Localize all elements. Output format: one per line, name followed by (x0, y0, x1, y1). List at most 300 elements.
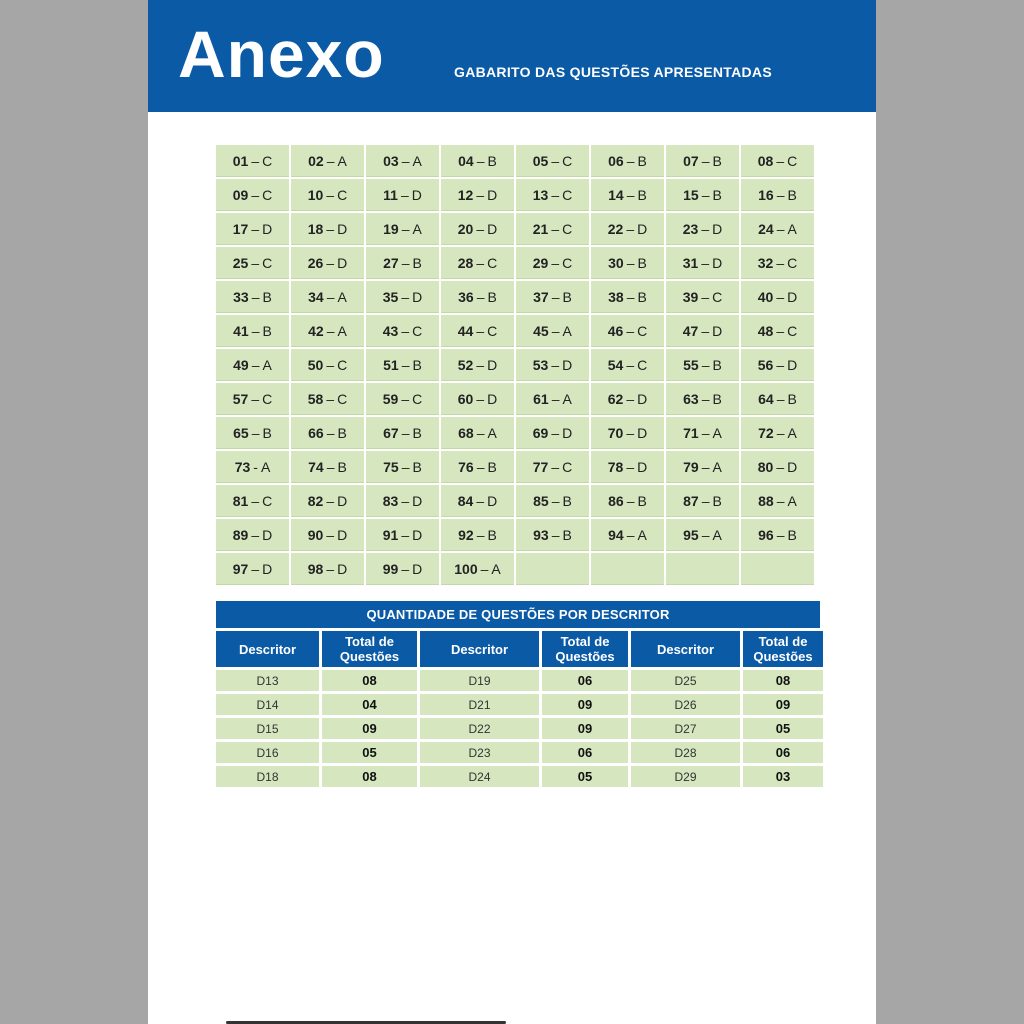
question-number: 66 (308, 424, 324, 441)
answer-letter: D (637, 390, 648, 407)
answer-letter: B (412, 356, 422, 373)
separator: – (251, 356, 260, 373)
total-cell: 09 (322, 718, 417, 739)
separator: – (251, 492, 260, 509)
answer-cell (291, 315, 364, 347)
answer-cell (741, 179, 814, 211)
question-number: 78 (607, 458, 624, 475)
question-number: 96 (758, 526, 774, 543)
answer-letter: B (787, 526, 797, 543)
total-header: Total de Questões (743, 631, 823, 667)
descriptor-cell: D23 (420, 742, 539, 763)
answer-cell (741, 451, 814, 483)
question-number: 98 (307, 560, 324, 577)
separator: – (326, 288, 335, 305)
answer-letter: C (787, 254, 798, 271)
answer-letter: C (562, 186, 573, 203)
question-number: 88 (758, 492, 774, 509)
answer-cell (366, 451, 439, 483)
separator: – (326, 526, 335, 543)
question-number: 03 (383, 152, 399, 169)
answer-cell (591, 145, 664, 177)
answer-cell (591, 383, 664, 415)
question-number: 32 (757, 254, 774, 271)
answer-letter: D (712, 254, 723, 271)
answer-cell (291, 519, 364, 551)
separator: – (326, 492, 335, 509)
separator: – (626, 322, 635, 339)
separator: – (401, 492, 410, 509)
total-cell: 09 (542, 694, 628, 715)
descriptor-header: Descritor (631, 631, 740, 667)
answer-letter: B (637, 186, 647, 203)
answer-letter: D (412, 560, 423, 577)
answer-letter: C (562, 254, 573, 271)
answer-cell (516, 485, 589, 517)
descriptor-table-header (216, 631, 820, 667)
separator: – (401, 526, 410, 543)
answer-letter: B (637, 492, 647, 509)
answer-cell (291, 145, 364, 177)
separator: – (476, 390, 485, 407)
separator: – (551, 356, 560, 373)
answer-cell (291, 485, 364, 517)
separator: – (551, 390, 560, 407)
separator: – (551, 152, 560, 169)
answer-cell (366, 315, 439, 347)
question-number: 67 (383, 424, 399, 441)
answer-letter: C (337, 186, 348, 203)
answer-letter: B (787, 390, 797, 407)
separator: – (251, 152, 260, 169)
separator: – (551, 288, 560, 305)
answer-letter: D (337, 220, 348, 237)
separator: – (626, 458, 635, 475)
answer-letter: B (637, 254, 647, 271)
separator: – (701, 254, 710, 271)
descriptor-header: Descritor (420, 631, 539, 667)
question-number: 31 (682, 254, 699, 271)
separator: – (401, 322, 410, 339)
answer-letter: B (637, 152, 647, 169)
answer-letter: D (787, 356, 798, 373)
answer-cell (366, 281, 439, 313)
answer-cell (666, 247, 739, 279)
answer-letter: A (712, 424, 722, 441)
answer-letter: A (562, 390, 572, 407)
answer-letter: C (412, 322, 423, 339)
answer-letter: B (712, 356, 722, 373)
question-number: 75 (383, 458, 399, 475)
separator: – (401, 390, 410, 407)
empty-cell (741, 553, 814, 585)
question-number: 38 (608, 288, 624, 305)
answer-letter: D (337, 560, 348, 577)
answer-cell (291, 451, 364, 483)
total-cell: 04 (322, 694, 417, 715)
answer-letter: B (487, 458, 497, 475)
separator: – (476, 152, 485, 169)
answer-cell (441, 553, 514, 585)
answer-cell (216, 247, 289, 279)
separator: – (551, 220, 560, 237)
separator: – (401, 560, 410, 577)
answer-letter: B (712, 186, 722, 203)
answer-cell (366, 247, 439, 279)
answer-cell (516, 145, 589, 177)
separator: – (626, 526, 635, 543)
separator: – (326, 220, 335, 237)
answer-cell (516, 179, 589, 211)
answer-cell (291, 247, 364, 279)
separator: – (701, 390, 710, 407)
separator: – (701, 288, 710, 305)
answer-letter: A (337, 152, 347, 169)
question-number: 49 (233, 356, 249, 373)
question-number: 09 (232, 186, 249, 203)
answer-letter: B (487, 152, 497, 169)
answer-cell (516, 451, 589, 483)
answer-letter: D (787, 458, 798, 475)
question-number: 01 (232, 152, 249, 169)
separator: – (326, 424, 335, 441)
answer-letter: D (712, 322, 723, 339)
answer-cell (666, 213, 739, 245)
separator: – (776, 254, 785, 271)
separator: – (326, 390, 335, 407)
answer-cell (216, 179, 289, 211)
separator: – (551, 458, 560, 475)
separator: – (476, 492, 485, 509)
separator: – (776, 220, 785, 237)
answer-cell (291, 417, 364, 449)
question-number: 12 (457, 186, 474, 203)
separator: – (626, 254, 635, 271)
question-number: 13 (532, 186, 549, 203)
answer-cell (366, 417, 439, 449)
question-number: 50 (307, 356, 324, 373)
answer-letter: D (562, 356, 573, 373)
total-cell: 05 (542, 766, 628, 787)
answer-letter: A (260, 458, 271, 475)
separator: – (326, 356, 335, 373)
answer-letter: A (562, 322, 572, 339)
separator: – (701, 458, 710, 475)
descriptor-cell: D18 (216, 766, 319, 787)
answer-letter: B (412, 254, 422, 271)
answer-cell (216, 553, 289, 585)
answer-letter: B (712, 492, 722, 509)
separator: – (401, 356, 410, 373)
question-number: 76 (458, 458, 474, 475)
question-number: 77 (532, 458, 549, 475)
separator: – (701, 186, 710, 203)
total-cell: 09 (743, 694, 823, 715)
answer-cell (741, 145, 814, 177)
question-number: 46 (607, 322, 624, 339)
question-number: 89 (232, 526, 249, 543)
answer-letter: D (787, 288, 798, 305)
separator: – (701, 526, 710, 543)
question-number: 55 (683, 356, 699, 373)
separator: – (401, 220, 410, 237)
separator: – (626, 390, 635, 407)
question-number: 74 (308, 458, 324, 475)
answer-letter: D (562, 424, 573, 441)
question-number: 97 (232, 560, 249, 577)
descriptor-header: Descritor (216, 631, 319, 667)
answer-cell (216, 349, 289, 381)
separator: – (476, 220, 485, 237)
answer-cell (291, 281, 364, 313)
answer-letter: D (487, 390, 498, 407)
answer-cell (591, 281, 664, 313)
answer-letter: B (562, 526, 572, 543)
answer-cell (666, 451, 739, 483)
separator: – (701, 152, 710, 169)
answer-cell (741, 485, 814, 517)
answer-letter: C (262, 254, 273, 271)
question-number: 58 (307, 390, 324, 407)
answer-cell (366, 553, 439, 585)
answer-letter: A (637, 526, 647, 543)
answer-letter: A (712, 526, 722, 543)
answer-cell (516, 213, 589, 245)
answer-cell (666, 145, 739, 177)
answer-cell (591, 349, 664, 381)
descriptor-cell: D28 (631, 742, 740, 763)
question-number: 06 (608, 152, 624, 169)
answer-letter: C (562, 458, 573, 475)
question-number: 42 (308, 322, 324, 339)
answer-cell (291, 179, 364, 211)
answer-cell (516, 281, 589, 313)
descriptor-cell: D16 (216, 742, 319, 763)
total-cell: 06 (743, 742, 823, 763)
separator: – (776, 322, 785, 339)
separator: – (476, 322, 485, 339)
answer-letter: D (637, 424, 648, 441)
descriptor-cell: D25 (631, 670, 740, 691)
answer-cell (666, 315, 739, 347)
answer-cell (291, 349, 364, 381)
answer-letter: D (487, 356, 498, 373)
answer-letter: B (562, 492, 572, 509)
descriptor-cell: D27 (631, 718, 740, 739)
separator: – (251, 288, 260, 305)
separator: – (251, 254, 260, 271)
answer-letter: A (787, 424, 797, 441)
answer-cell (441, 281, 514, 313)
answer-letter: D (487, 220, 498, 237)
answer-letter: D (262, 220, 273, 237)
answer-cell (666, 519, 739, 551)
total-cell: 06 (542, 742, 628, 763)
separator: – (400, 186, 409, 203)
question-number: 23 (682, 220, 699, 237)
question-number: 10 (307, 186, 324, 203)
separator: – (251, 322, 260, 339)
answer-letter: A (337, 288, 347, 305)
answer-cell (591, 451, 664, 483)
separator: – (776, 186, 785, 203)
question-number: 29 (532, 254, 549, 271)
question-number: 68 (458, 424, 474, 441)
answer-cell (366, 485, 439, 517)
question-number: 65 (233, 424, 249, 441)
answer-cell (216, 451, 289, 483)
separator: – (401, 458, 410, 475)
answer-cell (741, 349, 814, 381)
separator: – (551, 186, 560, 203)
answer-letter: A (337, 322, 347, 339)
answer-cell (516, 315, 589, 347)
answer-letter: C (262, 492, 273, 509)
question-number: 53 (532, 356, 549, 373)
question-number: 19 (383, 220, 399, 237)
question-number: 11 (383, 186, 398, 203)
question-number: 56 (757, 356, 774, 373)
question-number: 71 (683, 424, 699, 441)
question-number: 99 (382, 560, 399, 577)
answer-letter: C (412, 390, 423, 407)
separator: – (326, 458, 335, 475)
separator: – (476, 424, 485, 441)
question-number: 93 (533, 526, 549, 543)
answer-letter: D (712, 220, 723, 237)
question-number: 60 (457, 390, 474, 407)
answer-cell (291, 383, 364, 415)
answer-cell (441, 179, 514, 211)
answer-cell (216, 485, 289, 517)
separator: – (251, 526, 260, 543)
separator: – (551, 322, 560, 339)
answer-letter: D (412, 288, 423, 305)
answer-letter: B (712, 152, 722, 169)
answer-letter: C (562, 152, 573, 169)
question-number: 39 (682, 288, 699, 305)
separator: – (626, 220, 635, 237)
answer-letter: A (487, 424, 497, 441)
answer-cell (741, 383, 814, 415)
answer-letter: D (637, 458, 648, 475)
descriptor-table-body (216, 670, 820, 787)
answer-letter: C (562, 220, 573, 237)
answer-letter: B (262, 288, 272, 305)
answer-cell (741, 519, 814, 551)
page-subtitle: GABARITO DAS QUESTÕES APRESENTADAS (454, 64, 772, 80)
separator: – (626, 492, 635, 509)
question-number: 73 (234, 458, 251, 475)
total-cell: 08 (322, 766, 417, 787)
question-number: 63 (683, 390, 699, 407)
question-number: 26 (307, 254, 324, 271)
answer-letter: D (262, 560, 273, 577)
answer-letter: A (712, 458, 722, 475)
separator: – (701, 424, 710, 441)
separator: – (480, 560, 489, 577)
question-number: 79 (683, 458, 699, 475)
separator: – (476, 186, 485, 203)
descriptor-cell: D14 (216, 694, 319, 715)
answer-letter: B (337, 424, 347, 441)
answer-cell (441, 315, 514, 347)
separator: – (776, 526, 785, 543)
answer-cell (291, 553, 364, 585)
answer-key-grid (216, 145, 814, 585)
page-title: Anexo (178, 17, 385, 91)
question-number: 52 (457, 356, 474, 373)
question-number: 41 (233, 322, 249, 339)
answer-cell (516, 383, 589, 415)
separator: – (626, 186, 635, 203)
separator: – (776, 356, 785, 373)
answer-letter: B (262, 424, 272, 441)
answer-letter: C (337, 356, 348, 373)
separator: – (551, 492, 560, 509)
answer-cell (216, 519, 289, 551)
separator: – (326, 152, 335, 169)
separator: – (251, 186, 260, 203)
answer-cell (516, 349, 589, 381)
answer-cell (441, 247, 514, 279)
question-number: 15 (683, 186, 699, 203)
answer-cell (216, 417, 289, 449)
answer-cell (366, 213, 439, 245)
question-number: 57 (232, 390, 249, 407)
separator: – (251, 220, 260, 237)
separator: – (776, 288, 785, 305)
answer-letter: D (262, 526, 273, 543)
question-number: 02 (308, 152, 324, 169)
answer-cell (441, 145, 514, 177)
answer-letter: A (412, 152, 422, 169)
answer-letter: C (262, 152, 273, 169)
answer-cell (441, 485, 514, 517)
document-page (148, 0, 876, 1024)
answer-letter: B (637, 288, 647, 305)
question-number: 87 (683, 492, 699, 509)
question-number: 48 (757, 322, 774, 339)
separator: – (476, 458, 485, 475)
answer-cell (516, 519, 589, 551)
answer-letter: B (787, 186, 797, 203)
separator: – (626, 424, 635, 441)
question-number: 21 (532, 220, 549, 237)
empty-cell (516, 553, 589, 585)
separator: – (251, 390, 260, 407)
question-number: 85 (533, 492, 549, 509)
separator: – (701, 492, 710, 509)
descriptor-cell: D29 (631, 766, 740, 787)
answer-cell (366, 349, 439, 381)
separator: – (701, 356, 710, 373)
question-number: 45 (533, 322, 549, 339)
answer-letter: D (412, 526, 423, 543)
question-number: 28 (457, 254, 474, 271)
question-number: 70 (607, 424, 624, 441)
question-number: 100 (454, 560, 478, 577)
answer-cell (216, 145, 289, 177)
answer-cell (441, 417, 514, 449)
answer-cell (516, 417, 589, 449)
question-number: 83 (382, 492, 399, 509)
question-number: 33 (233, 288, 249, 305)
question-number: 27 (383, 254, 399, 271)
question-number: 14 (608, 186, 624, 203)
answer-cell (666, 417, 739, 449)
answer-cell (741, 315, 814, 347)
